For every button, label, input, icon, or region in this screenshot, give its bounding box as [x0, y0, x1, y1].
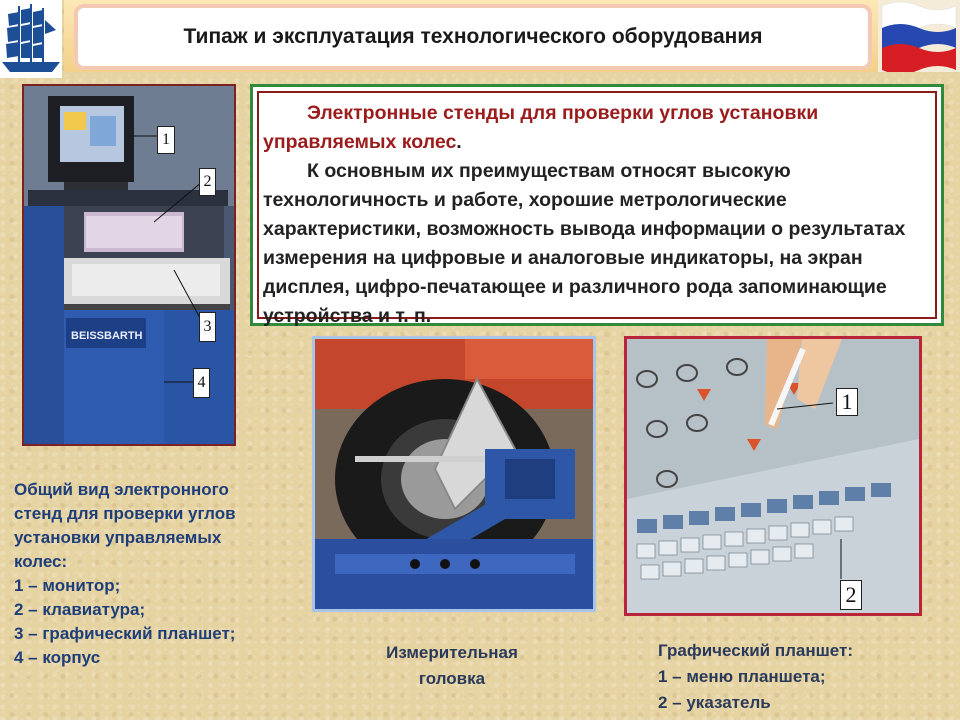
tablet-caption-title: Графический планшет:	[658, 641, 854, 660]
stand-caption-line: установки управляемых	[14, 528, 222, 547]
stand-caption-item-4: 4 – корпус	[14, 648, 101, 667]
stand-callout-2: 2	[199, 168, 216, 196]
stand-callout-4: 4	[193, 368, 210, 398]
stand-callout-3: 3	[199, 312, 216, 342]
brand-label: BEISSBARTH	[71, 330, 143, 342]
stand-caption-item-3: 3 – графический планшет;	[14, 624, 236, 643]
stand-callout-1: 1	[157, 126, 175, 154]
tablet-caption	[658, 638, 938, 716]
graphic-tablet-illustration	[627, 339, 919, 613]
header-panel	[78, 8, 868, 66]
tablet-caption-item-1: 1 – меню планшета;	[658, 667, 826, 686]
description-body: К основным их преимуществам относят высокую технологичность и работе, хорошие метрологические характеристики, возможность вывода информации о результатах измерения на цифровые и аналоговые индикаторы, на экран дисплея, цифро-печатающее и различного рода запоминающие устройства и т. п.	[263, 160, 906, 327]
stand-caption-line: Общий вид электронного	[14, 480, 229, 499]
russian-flag-icon	[878, 0, 960, 72]
page-title: Типаж и эксплуатация технологического оборудования	[183, 25, 763, 48]
measuring-head-caption-line1: Измерительная	[386, 643, 518, 662]
stand-caption	[14, 478, 304, 670]
tablet-callout-2: 2	[840, 580, 862, 610]
measuring-head-caption	[352, 640, 552, 692]
description-text	[257, 91, 937, 327]
stand-caption-line: колес:	[14, 552, 68, 571]
measuring-head-photo	[312, 336, 596, 612]
stand-caption-item-2: 2 – клавиатура;	[14, 600, 146, 619]
tablet-caption-item-2: 2 – указатель	[658, 693, 771, 712]
stand-caption-item-1: 1 – монитор;	[14, 576, 121, 595]
description-title-end: .	[456, 131, 462, 153]
graphic-tablet-photo	[624, 336, 922, 616]
measuring-head-caption-line2: головка	[418, 669, 486, 688]
tablet-callout-1: 1	[836, 388, 858, 416]
sailing-ship-logo-icon	[0, 0, 62, 78]
measuring-head-illustration	[315, 339, 593, 609]
description-title-part2: управляемых колес	[263, 131, 457, 153]
stand-caption-line: стенд для проверки углов	[14, 504, 236, 523]
description-box	[250, 84, 944, 326]
description-title-part1: Электронные стенды для проверки углов установки	[307, 102, 819, 124]
